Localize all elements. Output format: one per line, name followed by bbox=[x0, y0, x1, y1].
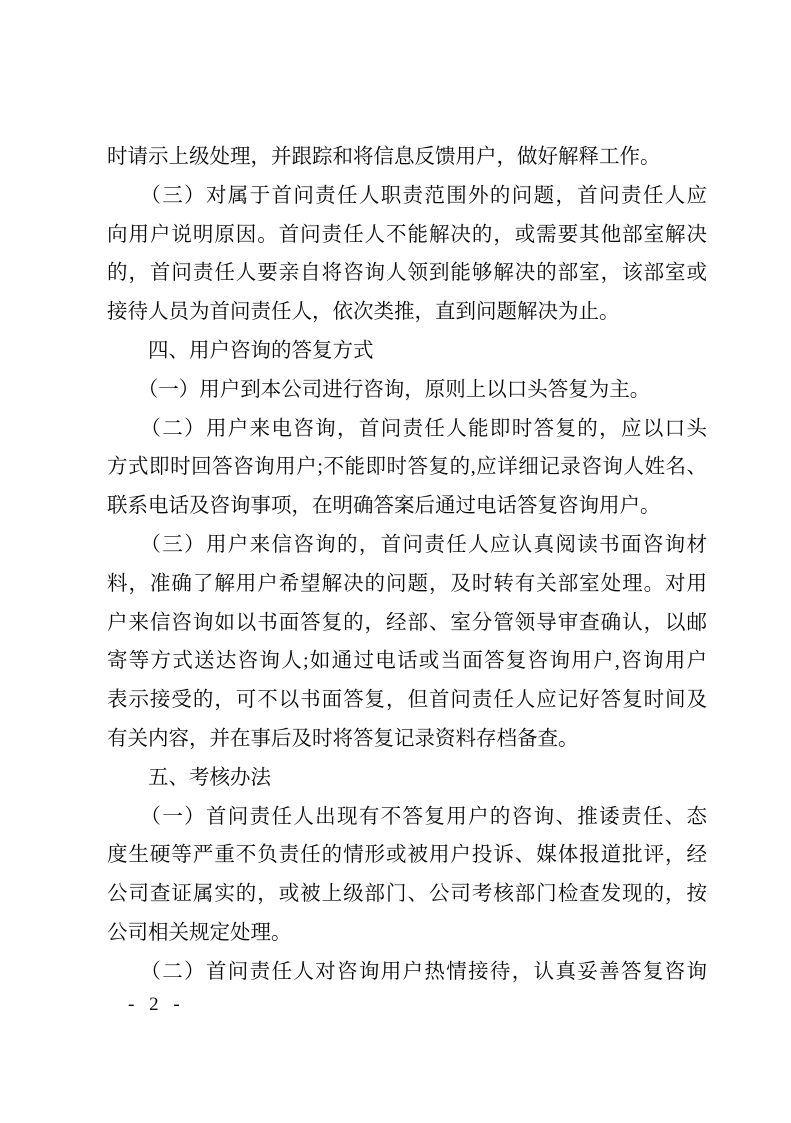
text-line: 料，准确了解用户希望解决的问题，及时转有关部室处理。对用 bbox=[107, 572, 707, 595]
text-line: （一）用户到本公司进行咨询，原则上以口头答复为主。 bbox=[107, 378, 651, 401]
text-line: 联系电话及咨询事项，在明确答案后通过电话答复咨询用户。 bbox=[107, 495, 661, 518]
text-line: （二）首问责任人对咨询用户热情接待，认真妥善答复咨询 bbox=[107, 960, 707, 983]
text-line: 公司相关规定处理。 bbox=[107, 921, 292, 944]
text-line: 公司查证属实的，或被上级部门、公司考核部门检查发现的，按 bbox=[107, 883, 707, 906]
text-line: 表示接受的，可不以书面答复，但首问责任人应记好答复时间及 bbox=[107, 689, 707, 712]
text-line: 时请示上级处理，并跟踪和将信息反馈用户，做好解释工作。 bbox=[107, 146, 661, 168]
text-line: （三）对属于首问责任人职责范围外的问题，首问责任人应 bbox=[107, 184, 707, 207]
page-number: - 2 - bbox=[128, 994, 183, 1015]
text-line: （二）用户来电咨询，首问责任人能即时答复的，应以口头 bbox=[107, 417, 707, 440]
text-line: 有关内容，并在事后及时将答复记录资料存档备查。 bbox=[107, 727, 579, 750]
text-line: 方式即时回答咨询用户;不能即时答复的,应详细记录咨询人姓名、 bbox=[107, 456, 707, 479]
section-heading-4: 四、用户咨询的答复方式 bbox=[107, 339, 374, 362]
text-line: 的，首问责任人要亲自将咨询人领到能够解决的部室，该部室或 bbox=[107, 262, 707, 285]
text-line: 户来信咨询如以书面答复的，经部、室分管领导审查确认，以邮 bbox=[107, 611, 707, 634]
text-line: （三）用户来信咨询的，首问责任人应认真阅读书面咨询材 bbox=[107, 533, 707, 556]
text-line: 接待人员为首问责任人，依次类推，直到问题解决为止。 bbox=[107, 301, 620, 324]
text-line: 寄等方式送达咨询人;如通过电话或当面答复咨询用户,咨询用户 bbox=[107, 650, 707, 673]
section-heading-5: 五、考核办法 bbox=[107, 766, 271, 789]
text-line: 度生硬等严重不负责任的情形或被用户投诉、媒体报道批评，经 bbox=[107, 844, 707, 867]
text-line: 向用户说明原因。首问责任人不能解决的，或需要其他部室解决 bbox=[107, 223, 707, 246]
text-line: （一）首问责任人出现有不答复用户的咨询、推诿责任、态 bbox=[107, 805, 707, 828]
document-body bbox=[107, 138, 707, 992]
